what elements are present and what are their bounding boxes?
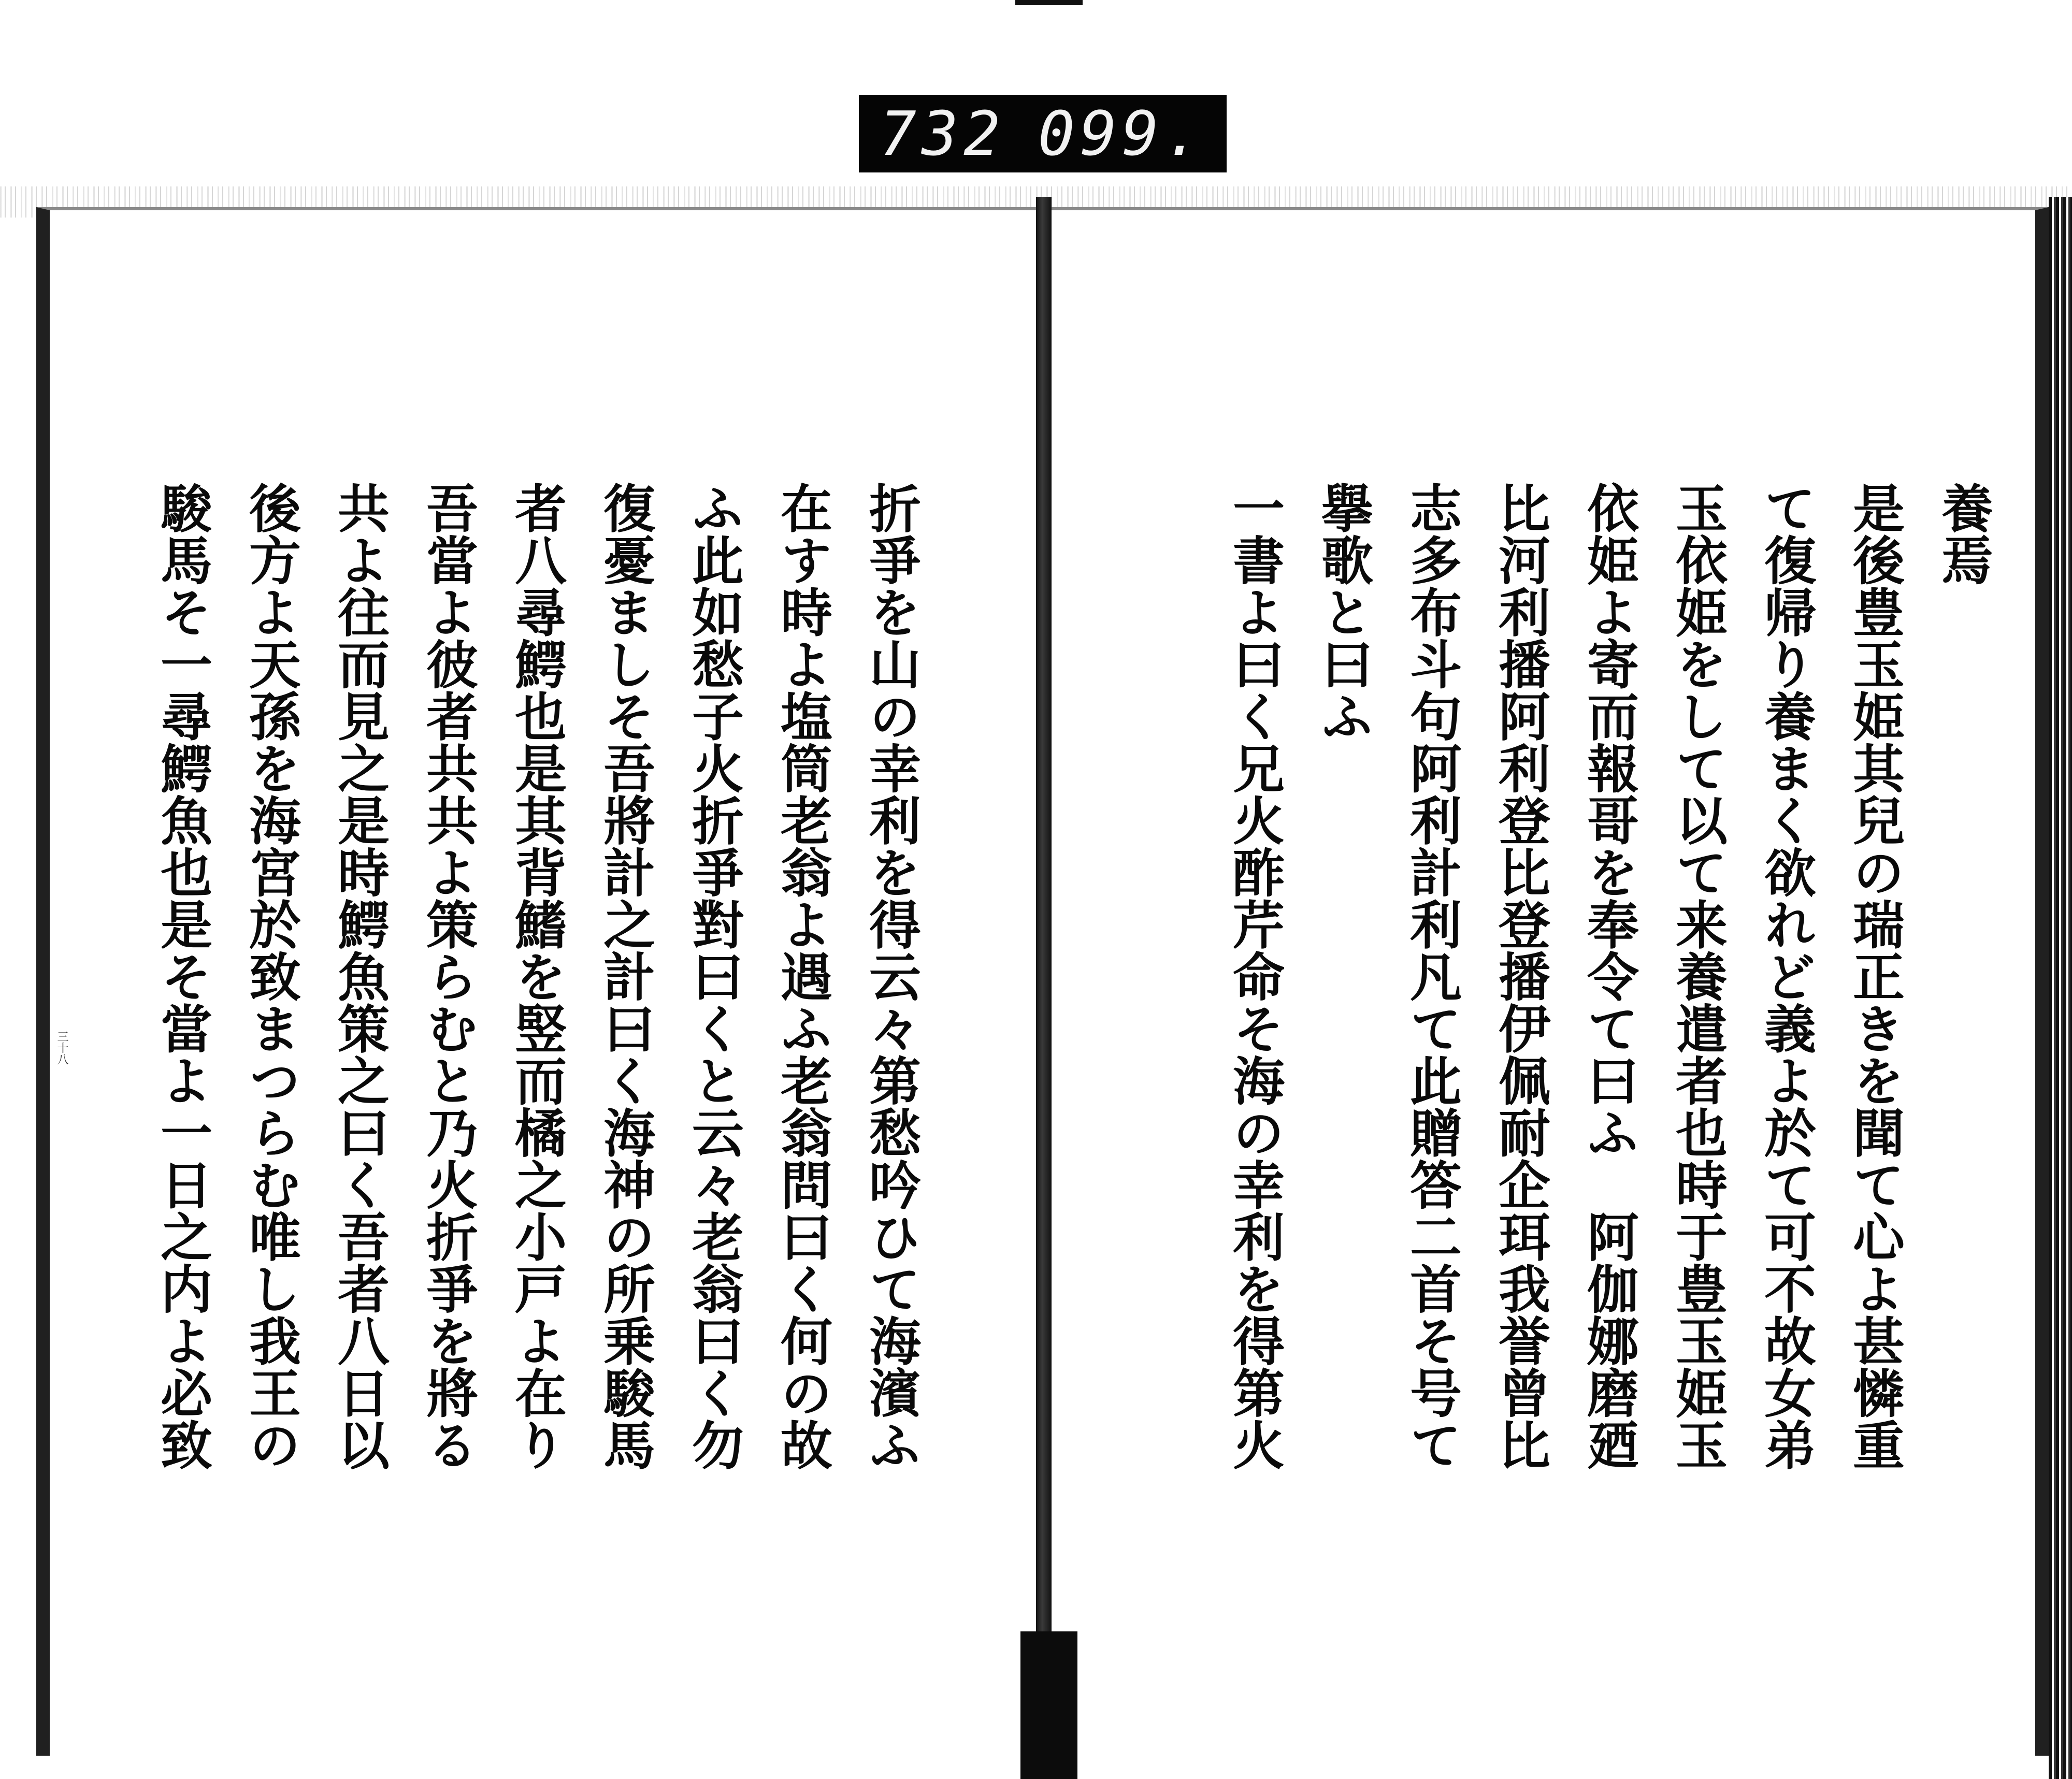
text-column: 玉依姫をして以て来養遣者也時于豊玉姫玉: [1667, 482, 1728, 1471]
page-edges: [2049, 197, 2072, 1779]
text-column: 依姫よ寄而報哥を奉令て曰ふ 阿伽娜磨廼: [1578, 482, 1639, 1471]
id-label-left: 732: [880, 98, 1006, 169]
right-page-text: [1186, 482, 2007, 1528]
text-column: 一書よ曰く兄火酢芹命そ海の幸利を得第火: [1224, 482, 1285, 1471]
text-column: 比河利播阿利登比登播伊佩耐企珥我誉曾比: [1490, 482, 1551, 1471]
text-column: 後方よ天孫を海宮於致まつらむ唯し我王の: [240, 482, 301, 1471]
text-column: 者八尋鰐也是其背鰭を竪而橘之小戸よ在り: [506, 482, 567, 1471]
left-page-text: [101, 482, 935, 1528]
text-column: 吾當よ彼者共共よ策らむと乃火折爭を將る: [418, 482, 479, 1471]
book-spine: [1036, 197, 1052, 1779]
text-column: 在す時よ塩筒老翁よ遇ふ老翁問曰く何の故: [772, 482, 833, 1471]
text-column: ふ此如愁子火折爭對曰くと云々老翁曰く勿: [683, 482, 744, 1471]
text-column: 志多布斗句阿利計利凡て此贈答二首そ号て: [1401, 482, 1462, 1471]
text-column: 共よ往而見之是時鰐魚策之曰く吾者八日以: [329, 482, 390, 1471]
text-column: 折爭を山の幸利を得云々第愁吟ひて海濱ふ: [860, 482, 922, 1471]
book-spine-shadow: [1020, 1631, 1077, 1779]
page-number: 三十八: [55, 1031, 68, 1065]
text-column: 是後豊玉姫其兒の瑞正きを聞て心よ甚憐重: [1844, 482, 1905, 1471]
text-column: て復帰り養まく欲れど義よ於て可不故女弟: [1756, 482, 1817, 1471]
document-id-label: [859, 95, 1227, 172]
text-column: 駿馬そ一尋鰐魚也是そ當よ一日之内よ必致: [152, 482, 213, 1471]
id-label-right: 099.: [1038, 98, 1206, 169]
scanner-clip: [1015, 0, 1083, 5]
text-column: 擧歌と曰ふ: [1313, 482, 1374, 742]
text-column: 復憂ましそ吾將計之計曰く海神の所乗駿馬: [595, 482, 656, 1471]
text-column: 養焉: [1933, 482, 1994, 586]
